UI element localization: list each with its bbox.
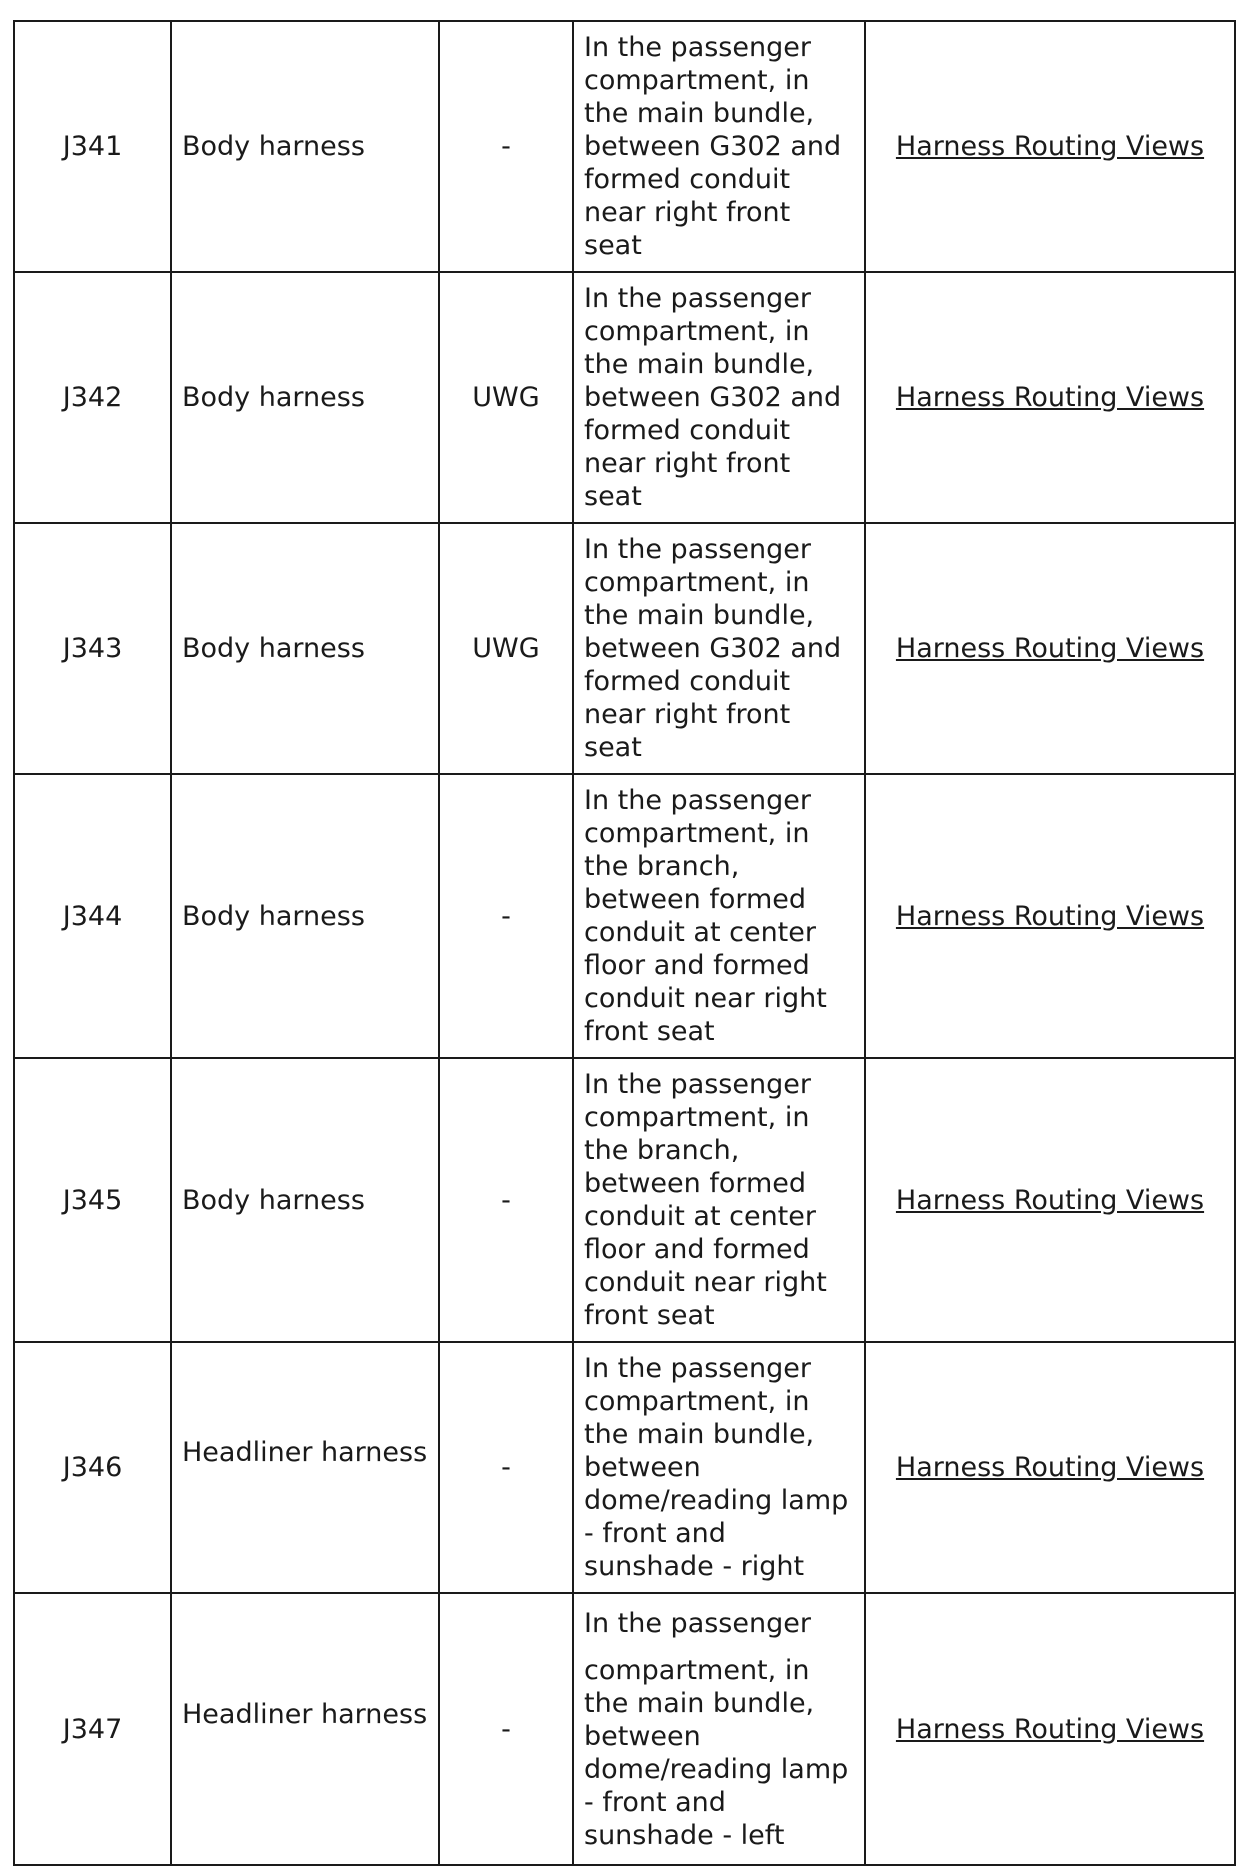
location-line: seat	[584, 732, 642, 763]
location-line: dome/reading lamp	[584, 1485, 849, 1516]
view-cell	[865, 21, 1235, 272]
connector-id-cell	[14, 523, 171, 774]
table-row	[14, 272, 1235, 523]
location-line: compartment, in	[584, 567, 810, 598]
location-line: conduit near right	[584, 983, 827, 1014]
location-line: compartment, in	[584, 1654, 810, 1686]
location-line: sunshade - right	[584, 1551, 805, 1582]
location-line: compartment, in	[584, 818, 810, 849]
location-cell	[573, 1593, 865, 1865]
option-cell	[439, 272, 573, 523]
connector-id: J341	[62, 131, 123, 162]
location-line: the main bundle,	[584, 600, 815, 631]
harness-name: Headliner harness	[182, 1437, 428, 1468]
location-line: formed conduit	[584, 666, 791, 697]
table-row	[14, 774, 1235, 1058]
view-cell	[865, 272, 1235, 523]
harness-cell	[171, 1058, 439, 1342]
option-code: UWG	[472, 633, 540, 664]
location-line: near right front	[584, 197, 791, 228]
harness-cell	[171, 523, 439, 774]
table-row	[14, 21, 1235, 272]
location-line: the main bundle,	[584, 1419, 815, 1450]
harness-routing-views-link[interactable]: Harness Routing Views	[895, 131, 1205, 162]
location-cell	[573, 1058, 865, 1342]
connector-id: J343	[62, 633, 123, 664]
location-line: seat	[584, 230, 642, 261]
inline-harness-connector-table	[13, 20, 1236, 1866]
location-line: near right front	[584, 448, 791, 479]
harness-routing-views-link[interactable]: Harness Routing Views	[895, 1452, 1205, 1483]
location-line: - front and	[584, 1786, 726, 1818]
harness-name: Body harness	[182, 900, 365, 932]
location-cell	[573, 774, 865, 1058]
location-line: formed conduit	[584, 164, 791, 195]
harness-cell	[171, 1342, 439, 1593]
connector-id-cell	[14, 774, 171, 1058]
view-cell	[865, 1342, 1235, 1593]
connector-id: J342	[62, 382, 123, 413]
location-line: In the passenger	[584, 1069, 811, 1100]
option-cell	[439, 21, 573, 272]
location-line: sunshade - left	[584, 1819, 785, 1851]
harness-cell	[171, 272, 439, 523]
location-line: dome/reading lamp	[584, 1753, 849, 1785]
connector-id-cell	[14, 1058, 171, 1342]
location-line: the branch,	[584, 851, 740, 882]
harness-routing-views-link[interactable]: Harness Routing Views	[895, 900, 1205, 932]
location-line: conduit at center	[584, 917, 816, 948]
location-line: between	[584, 1452, 701, 1483]
harness-name: Body harness	[182, 1184, 365, 1216]
harness-cell	[171, 1593, 439, 1865]
connector-id: J346	[62, 1452, 123, 1483]
location-line: - front and	[584, 1518, 726, 1549]
location-line: conduit near right	[584, 1267, 827, 1298]
option-cell	[439, 1058, 573, 1342]
location-line: In the passenger	[584, 1353, 811, 1384]
location-line: conduit at center	[584, 1201, 816, 1232]
option-code: -	[501, 1452, 511, 1483]
option-cell	[439, 1342, 573, 1593]
harness-routing-views-link[interactable]: Harness Routing Views	[895, 1713, 1205, 1745]
location-line: the main bundle,	[584, 349, 815, 380]
harness-routing-views-link[interactable]: Harness Routing Views	[895, 1184, 1205, 1216]
location-line: the main bundle,	[584, 1687, 815, 1719]
location-line: the branch,	[584, 1135, 740, 1166]
connector-id-cell	[14, 1342, 171, 1593]
connector-id: J347	[62, 1713, 123, 1745]
connector-id: J345	[62, 1184, 123, 1216]
location-line: between G302 and	[584, 633, 842, 664]
harness-routing-views-link[interactable]: Harness Routing Views	[895, 382, 1205, 413]
table-row	[14, 523, 1235, 774]
location-line: front seat	[584, 1300, 715, 1331]
table-row	[14, 1593, 1235, 1865]
view-cell	[865, 774, 1235, 1058]
option-cell	[439, 774, 573, 1058]
connector-id-cell	[14, 21, 171, 272]
location-line: between G302 and	[584, 131, 842, 162]
location-cell	[573, 21, 865, 272]
location-line: between formed	[584, 1168, 807, 1199]
location-line: In the passenger	[584, 1607, 811, 1639]
location-line: compartment, in	[584, 1102, 810, 1133]
harness-name: Body harness	[182, 633, 365, 664]
harness-name: Headliner harness	[182, 1698, 428, 1730]
option-code: UWG	[472, 382, 540, 413]
location-line: the main bundle,	[584, 98, 815, 129]
option-cell	[439, 1593, 573, 1865]
harness-name: Body harness	[182, 382, 365, 413]
location-cell	[573, 523, 865, 774]
location-line: In the passenger	[584, 785, 811, 816]
location-line: compartment, in	[584, 1386, 810, 1417]
harness-routing-views-link[interactable]: Harness Routing Views	[895, 633, 1205, 664]
option-code: -	[501, 900, 511, 932]
connector-id-cell	[14, 272, 171, 523]
location-line: between G302 and	[584, 382, 842, 413]
connector-id-cell	[14, 1593, 171, 1865]
location-line: front seat	[584, 1016, 715, 1047]
location-line: In the passenger	[584, 534, 811, 565]
location-cell	[573, 1342, 865, 1593]
location-line: formed conduit	[584, 415, 791, 446]
location-line: between formed	[584, 884, 807, 915]
location-line: near right front	[584, 699, 791, 730]
table-row	[14, 1058, 1235, 1342]
location-line: In the passenger	[584, 32, 811, 63]
option-cell	[439, 523, 573, 774]
table-row	[14, 1342, 1235, 1593]
location-line: floor and formed	[584, 950, 810, 981]
location-line: In the passenger	[584, 283, 811, 314]
option-code: -	[501, 1713, 511, 1745]
option-code: -	[501, 1184, 511, 1216]
harness-name: Body harness	[182, 131, 365, 162]
location-line: compartment, in	[584, 65, 810, 96]
connector-id: J344	[62, 900, 123, 932]
location-line: seat	[584, 481, 642, 512]
view-cell	[865, 1058, 1235, 1342]
location-line: between	[584, 1720, 701, 1752]
view-cell	[865, 1593, 1235, 1865]
view-cell	[865, 523, 1235, 774]
harness-cell	[171, 774, 439, 1058]
location-cell	[573, 272, 865, 523]
location-line: compartment, in	[584, 316, 810, 347]
harness-cell	[171, 21, 439, 272]
location-line: floor and formed	[584, 1234, 810, 1265]
option-code: -	[501, 131, 511, 162]
